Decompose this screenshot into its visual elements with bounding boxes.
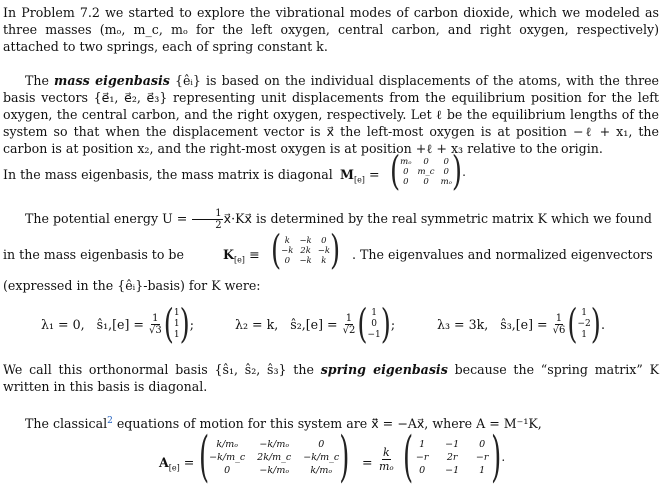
left-paren-icon: ( (357, 301, 368, 348)
a-matrix-scaled-cell: 1 (479, 465, 486, 476)
mass-eigenbasis-lead: The (25, 73, 55, 88)
eigenpair-terminator: ; (189, 317, 194, 332)
paragraph-equations-of-motion (3, 413, 659, 432)
mass-matrix-intro: In the mass eigenbasis, the mass matrix is diagonal (3, 167, 333, 182)
normalization-numerator: 1 (345, 313, 353, 324)
a-matrix-scaled: ( 1 −1 0 −r 2r −r 0 −1 1 ) . (403, 426, 506, 489)
right-paren-icon: ) (380, 301, 391, 348)
mass-matrix-cell: 0 (443, 157, 449, 167)
eigenpair-terminator: ; (390, 317, 396, 332)
a-matrix-explicit (199, 426, 350, 489)
eigenvector-label: ŝ₁,[e] = (96, 317, 144, 332)
paragraph-spring-eigenbasis (3, 361, 659, 395)
k-matrix-grid (281, 236, 330, 266)
k-matrix-cell: −k (317, 246, 330, 256)
eigenvalue-label: λ₁ = 0, (41, 317, 85, 332)
mass-matrix-line (3, 148, 659, 196)
left-paren-icon: ( (403, 426, 414, 489)
right-paren-icon: ) (590, 301, 601, 348)
eigenpair-2 (235, 301, 396, 348)
a-matrix-explicit-grid (209, 438, 339, 477)
eigenvector-component: 1 (371, 308, 377, 318)
a-matrix-explicit-cell: 0 (224, 465, 231, 476)
eigenvector-label: ŝ₃,[e] = (500, 317, 548, 332)
k-matrix-cell: 2k (300, 246, 311, 256)
k-matrix-cell: k (321, 256, 327, 266)
spring-eigenbasis-term: spring eigenbasis (320, 362, 448, 377)
equals-sign: = (362, 455, 373, 470)
eigenpair-terminator: . (600, 317, 605, 332)
mass-eigenbasis-body: is based on the individual displacements of the atoms, with the three basis vectors {e⃗₁, e⃗₂, e⃗₃} representing unit displacements from the equilibrium position for the left oxygen, the central carbon, and the right oxygen, respectively. Let ℓ be the equilibrium lengths of the system so that when the displacement vector is x⃗ the left-most oxygen is at position −ℓ + x₁, the carbon is at position x₂, and the right-most oxygen is at position +ℓ + x₃ relative to the origin. (3, 73, 659, 156)
mass-eigenbasis-set: {êᵢ} (174, 73, 201, 88)
a-matrix-scaled-grid (413, 438, 491, 477)
mass-matrix-symbol: M (340, 167, 354, 182)
a-matrix-symbol: A (159, 455, 169, 470)
coef-denominator: mₒ (379, 460, 394, 473)
a-matrix-scaled-cell: −r (475, 452, 489, 463)
k-matrix-symbol: K (223, 247, 234, 262)
mass-matrix-cell: mₒ (440, 177, 452, 187)
eigenvector-component: 1 (173, 319, 180, 329)
eigenvector-component: 1 (173, 308, 180, 318)
spring-eigenbasis-pre: We call this orthonormal basis {ŝ₁, ŝ₂, ŝ₃} the (3, 362, 321, 377)
left-paren-icon: ( (271, 227, 282, 275)
eom-pre: The classical (25, 416, 108, 432)
eigenvector-components (367, 308, 380, 341)
k-matrix-cell: −k (281, 246, 294, 256)
normalization-fraction (552, 313, 567, 336)
a-matrix-explicit-cell: −k/m_c (209, 452, 246, 463)
k-matrix-cell: −k (299, 236, 312, 246)
mass-matrix-cell: 0 (423, 157, 429, 167)
k-matrix (271, 227, 341, 275)
a-matrix-subscript: [e] (168, 463, 180, 473)
mass-matrix-grid (400, 157, 452, 187)
k-matrix-label (223, 246, 260, 269)
k-matrix-post: . The eigenvalues and normalized eigenvectors (352, 247, 653, 262)
k-matrix-subscript: [e] (233, 255, 245, 265)
mass-matrix: ( mₒ 0 0 0 m_c 0 0 0 mₒ ) . (390, 148, 466, 196)
mass-matrix-cell: 0 (403, 167, 409, 177)
left-paren-icon: ( (390, 148, 401, 196)
eigenpair-1 (41, 301, 194, 348)
normalization-denominator: √6 (552, 325, 566, 336)
potential-energy-post: x⃗·Kx⃗ is determined by the real symmetric matrix K which we found (223, 211, 652, 226)
a-matrix-scaled-cell: 0 (419, 465, 426, 476)
right-paren-icon: ) (451, 148, 463, 196)
normalization-fraction (342, 313, 357, 336)
one-half-fraction (192, 208, 222, 231)
normalization-denominator: √3 (148, 325, 162, 336)
half-denominator: 2 (215, 220, 222, 231)
mass-matrix-cell: 0 (443, 167, 449, 177)
eigenvector-components (578, 308, 591, 341)
k-over-mo-fraction (378, 446, 395, 473)
normalization-denominator: √2 (342, 325, 356, 336)
a-matrix-explicit-cell: −k/m_c (303, 452, 340, 463)
eigenvalue-label: λ₃ = 3k, (437, 317, 489, 332)
eigenvector-component: 1 (173, 330, 180, 340)
eigenvalue-label: λ₂ = k, (235, 317, 279, 332)
a-matrix-explicit-cell: 2k/m_c (257, 452, 292, 463)
a-matrix-explicit-cell: 0 (318, 439, 325, 450)
a-matrix-scaled-cell: 1 (419, 439, 426, 450)
right-paren-icon: ) (179, 301, 190, 348)
k-matrix-cell: 0 (321, 236, 327, 246)
potential-energy-line (3, 208, 659, 231)
left-paren-icon: ( (199, 426, 210, 489)
a-matrix-scaled-cell: −1 (445, 439, 460, 450)
eigenvalue-row (3, 301, 659, 352)
k-matrix-line (3, 227, 659, 275)
mass-matrix-cell: 0 (423, 177, 429, 187)
a-matrix-explicit-cell: −k/mₒ (259, 465, 289, 476)
a-matrix-explicit-cell: k/mₒ (310, 465, 333, 476)
k-matrix-cell: 0 (284, 256, 290, 266)
eigenvector-component: −1 (367, 330, 381, 340)
a-matrix-equation (3, 426, 659, 489)
a-matrix-explicit-cell: k/mₒ (216, 439, 238, 450)
coef-numerator: k (383, 446, 390, 459)
a-matrix-scaled-cell: −1 (445, 465, 460, 476)
eom-post: equations of motion for this system are x⃗̈ = −Ax⃗, where A = M⁻¹K, (112, 416, 542, 432)
k-matrix-equiv: ≡ (244, 247, 260, 262)
a-matrix-explicit-cell: −k/mₒ (259, 439, 289, 450)
footnote-link[interactable]: 2 (107, 416, 113, 426)
mass-matrix-subscript: [e] (353, 175, 365, 185)
eigen-intro-line: (expressed in the {êᵢ}-basis) for K were: (3, 278, 261, 293)
normalization-numerator: 1 (152, 313, 159, 324)
potential-energy-pre: The potential energy U = (25, 211, 192, 226)
eigenvector-component: 1 (581, 308, 587, 318)
paragraph-mass-eigenbasis (3, 72, 659, 157)
mass-matrix-cell: m_c (417, 167, 435, 177)
paragraph-intro: In Problem 7.2 we started to explore the vibrational modes of carbon dioxide, which we modeled as three masses (mₒ, m_c, mₒ for the left oxygen, central carbon, and right oxygen, respectively) attached to two springs, each of spring constant k. (3, 5, 659, 54)
left-paren-icon: ( (567, 301, 578, 348)
right-paren-icon: ) (330, 227, 341, 275)
spring-eigenbasis-post: because the “spring matrix” K written in this basis is diagonal. (3, 362, 659, 394)
a-matrix-scaled-cell: 2r (446, 452, 458, 463)
eigenvector-label: ŝ₂,[e] = (290, 317, 338, 332)
a-matrix-scaled-cell: 0 (479, 439, 486, 450)
eigenvector-component: 0 (371, 319, 377, 329)
eigenvector-component: 1 (581, 330, 587, 340)
right-paren-icon: ) (339, 426, 350, 489)
k-matrix-intro: in the mass eigenbasis to be (3, 247, 184, 262)
eigenpair-3 (437, 301, 605, 348)
mass-eigenbasis-term: mass eigenbasis (54, 73, 170, 88)
right-paren-icon: ) (491, 426, 502, 489)
mass-matrix-label: $M_{[e]}$ = (340, 167, 380, 185)
mass-matrix-cell: 0 (403, 177, 409, 187)
k-matrix-cell: k (284, 236, 290, 246)
a-matrix-scaled-cell: −r (415, 452, 429, 463)
eigenvector-component: −2 (577, 319, 591, 329)
half-numerator: 1 (192, 208, 222, 220)
mass-matrix-cell: mₒ (400, 157, 412, 167)
a-matrix-label: $A_{[e]}$ = (159, 455, 195, 473)
normalization-numerator: 1 (555, 313, 563, 324)
k-matrix-cell: −k (299, 256, 312, 266)
left-paren-icon: ( (163, 301, 174, 348)
normalization-fraction (148, 313, 163, 336)
